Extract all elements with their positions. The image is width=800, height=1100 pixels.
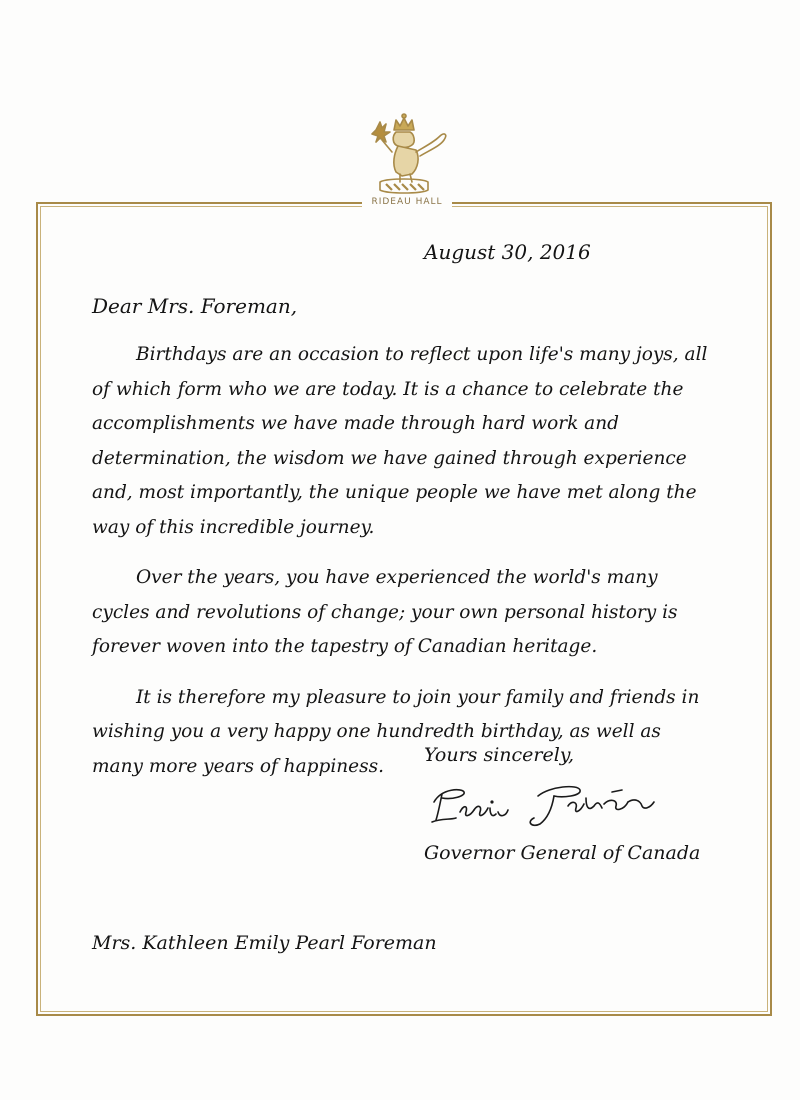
letter-date: August 30, 2016 xyxy=(424,240,591,264)
royal-lion-crest-icon xyxy=(356,112,452,196)
signatory-title: Governor General of Canada xyxy=(424,842,701,864)
letter-paragraph: Over the years, you have experienced the world's many cycles and revolutions of change; your own personal history is forever woven into the tapestry of Canadian heritage. xyxy=(92,567,678,657)
letter-recipient: Mrs. Kathleen Emily Pearl Foreman xyxy=(92,932,437,954)
letter-paragraph: Birthdays are an occasion to reflect upon life's many joys, all of which form who we are today. It is a chance to celebrate the accomplishments we have made through hard work and determination, the wisdom we have gained through experience and, most importantly, the unique people we have met along the way of this incredible journey. xyxy=(92,344,708,538)
handwritten-signature xyxy=(428,778,658,828)
letter-body xyxy=(92,338,712,800)
letterhead-label: RIDEAU HALL xyxy=(362,196,452,208)
letter-paragraph: It is therefore my pleasure to join your family and friends in wishing you a very happy one hundredth birthday, as well as many more years of happiness. xyxy=(92,686,700,777)
letter-closing: Yours sincerely, xyxy=(424,744,575,766)
letter-salutation: Dear Mrs. Foreman, xyxy=(92,294,298,318)
